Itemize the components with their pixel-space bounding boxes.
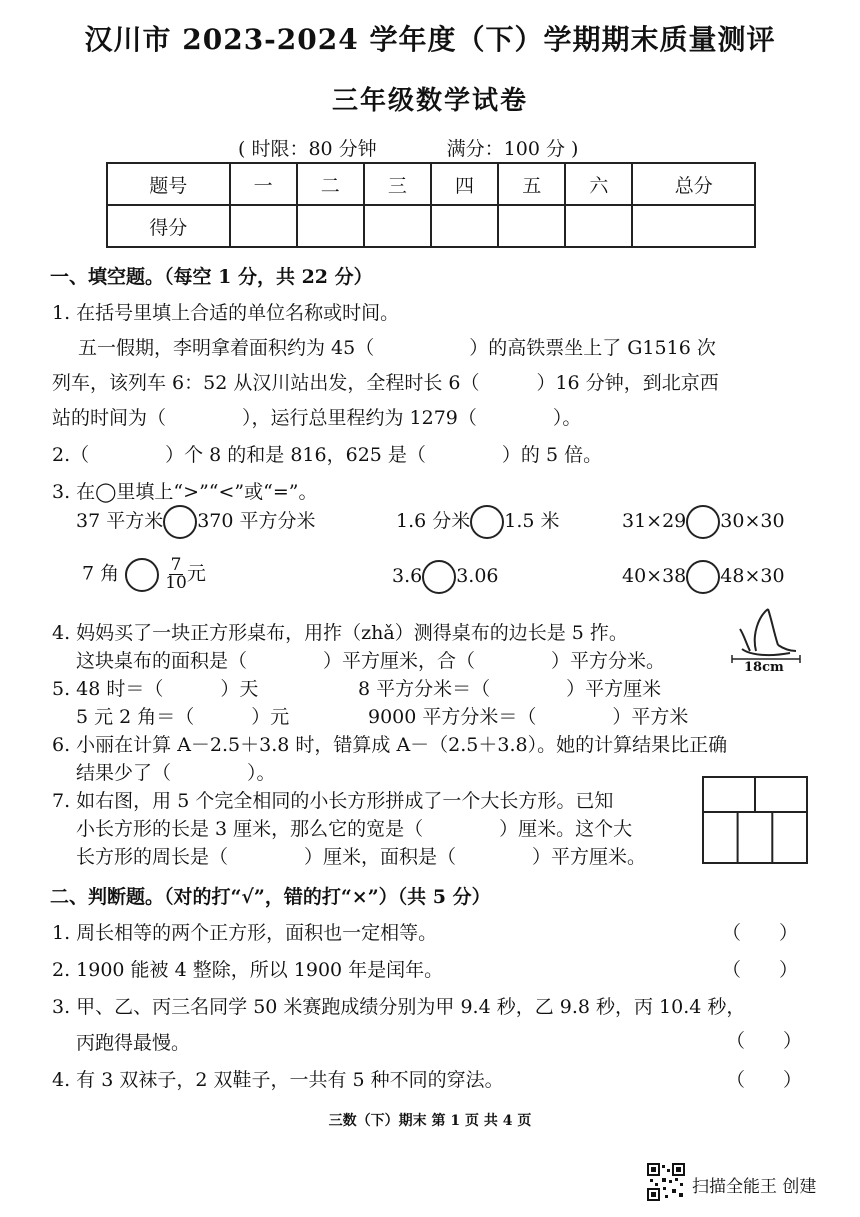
score-input-cell[interactable] [297,205,364,247]
score-table [106,162,756,248]
s2-q2: 2. 1900 能被 4 整除，所以 1900 年是闰年。 [52,959,444,981]
score-table-score-row [107,205,755,247]
score-label: 得分 [107,205,230,247]
compare-circle[interactable] [422,560,456,594]
page-footer: 三数（下）期末 第 1 页 共 4 页 [328,1113,532,1129]
q3-right: 3.06 [456,565,499,587]
compare-circle[interactable] [125,558,159,592]
compare-circle[interactable] [470,505,504,539]
q1-line1: 五一假期，李明拿着面积约为 45（ ）的高铁票坐上了 G1516 次 [78,337,716,359]
score-input-cell[interactable] [364,205,431,247]
q3-compare-2 [396,505,560,539]
fraction [165,557,187,592]
q5-line1b: 8 平方分米＝（ ）平方厘米 [358,678,662,700]
q3-right: 1.5 米 [504,510,560,532]
s2-q1: 1. 周长相等的两个正方形，面积也一定相等。 [52,922,438,944]
s2-q3-line2: 丙跑得最慢。 [76,1032,191,1054]
answer-paren[interactable]: （ ） [722,922,799,944]
exam-info [238,134,648,161]
score-table-header-row [107,163,755,205]
q1-line2: 列车，该列车 6：52 从汉川站出发，全程时长 6（ ）16 分钟，到北京西 [52,372,719,394]
q3-right: 48×30 [720,565,785,587]
q1-line3: 站的时间为（ ），运行总里程约为 1279（ ）。 [52,407,582,429]
time-limit: ( 时限：80 分钟 [238,138,377,160]
q6-line2: 结果少了（ ）。 [76,762,276,784]
q3-compare-3 [622,505,785,539]
q3-left: 31×29 [622,510,687,532]
full-score: 满分：100 分 ) [446,138,579,160]
score-input-cell[interactable] [230,205,297,247]
fraction-denominator: 10 [165,573,187,593]
score-cell: 三 [364,163,431,205]
q3-compare-6 [622,560,785,594]
q7-line3: 长方形的周长是（ ）厘米，面积是（ ）平方厘米。 [76,846,647,868]
score-cell: 五 [498,163,565,205]
q1-title: 1. 在括号里填上合适的单位名称或时间。 [52,302,400,324]
q3-left: 3.6 [392,565,423,587]
answer-paren[interactable]: （ ） [722,959,799,981]
qr-code-icon [646,1162,686,1202]
score-cell: 二 [297,163,364,205]
exam-title: 汉川市 2023-2024 学年度（下）学期期末质量测评 [84,23,776,56]
answer-paren[interactable]: （ ） [726,1069,803,1091]
hand-span-label: 18cm [744,660,784,675]
q4-line1: 4. 妈妈买了一块正方形桌布，用拃（zhǎ）测得桌布的边长是 5 拃。 [52,622,628,644]
q3-left: 7 角 [82,562,120,585]
score-cell: 四 [431,163,498,205]
q3-left: 37 平方米 [76,510,164,532]
score-cell: 题号 [107,163,230,205]
s2-q3-line1: 3. 甲、乙、丙三名同学 50 米赛跑成绩分别为甲 9.4 秒，乙 9.8 秒，丙 10.4 秒， [52,996,746,1018]
rectangle-figure [702,776,808,864]
q3-compare-1 [76,505,316,539]
s2-q4: 4. 有 3 双袜子，2 双鞋子，一共有 5 种不同的穿法。 [52,1069,504,1091]
score-input-cell[interactable] [565,205,632,247]
q7-line1: 7. 如右图，用 5 个完全相同的小长方形拼成了一个大长方形。已知 [52,790,614,812]
q6-line1: 6. 小丽在计算 A－2.5＋3.8 时，错算成 A－（2.5＋3.8）。她的计算结果比正确 [52,734,728,756]
watermark-text: 扫描全能王 创建 [692,1177,817,1197]
compare-circle[interactable] [686,505,720,539]
score-cell: 总分 [632,163,755,205]
score-input-cell[interactable] [431,205,498,247]
exam-subtitle: 三年级数学试卷 [331,86,528,116]
q5-line1a: 5. 48 时＝（ ）天 [52,678,259,700]
q2: 2.（ ）个 8 的和是 816，625 是（ ）的 5 倍。 [52,444,603,466]
q3-compare-5 [392,560,499,594]
q5-line2a: 5 元 2 角＝（ ）元 [76,706,290,728]
compare-circle[interactable] [686,560,720,594]
q3-left: 40×38 [622,565,687,587]
fraction-numerator: 7 [170,555,182,575]
q3-right: 30×30 [720,510,785,532]
q3-title: 3. 在◯里填上“>”“<”或“=”。 [52,481,318,503]
score-input-cell[interactable] [498,205,565,247]
q5-line2b: 9000 平方分米＝（ ）平方米 [368,706,689,728]
compare-circle[interactable] [163,505,197,539]
q7-line2: 小长方形的长是 3 厘米，那么它的宽是（ ）厘米。这个大 [76,818,633,840]
section2-heading: 二、判断题。（对的打“√”，错的打“×”）（共 5 分） [50,886,491,908]
q3-compare-4 [82,557,206,592]
score-cell: 一 [230,163,297,205]
q3-right: 元 [186,562,206,585]
q3-left: 1.6 分米 [396,510,471,532]
q4-line2: 这块桌布的面积是（ ）平方厘米，合（ ）平方分米。 [76,650,666,672]
score-cell: 六 [565,163,632,205]
q3-right: 370 平方分米 [197,510,316,532]
answer-paren[interactable]: （ ） [726,1030,803,1052]
section1-heading: 一、填空题。（每空 1 分，共 22 分） [50,266,373,288]
score-input-cell[interactable] [632,205,755,247]
